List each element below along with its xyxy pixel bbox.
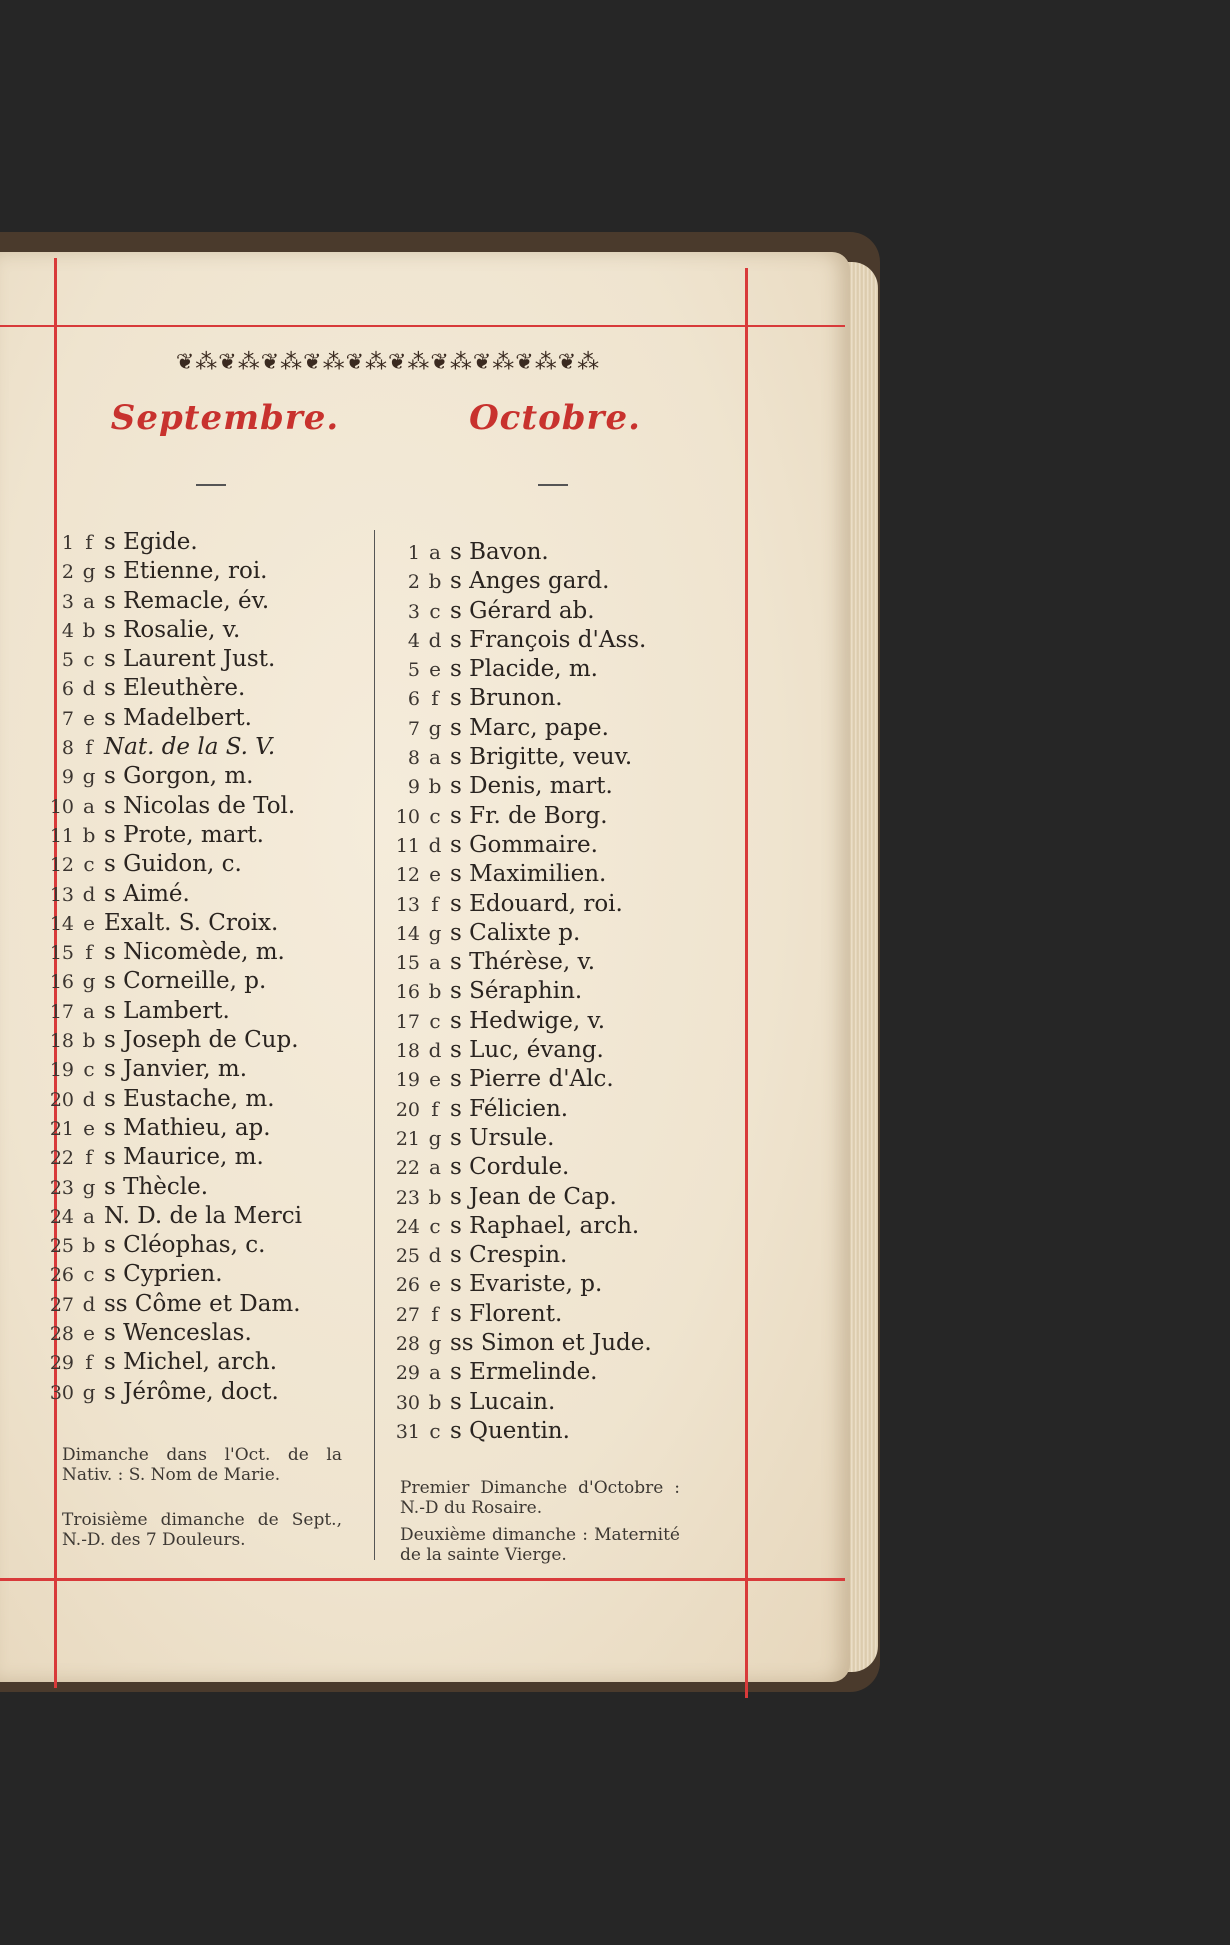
saint-name: s Anges gard. xyxy=(450,568,610,595)
september-row xyxy=(30,967,302,996)
day-number: 24 xyxy=(49,1205,74,1228)
dominical-letter: e xyxy=(429,1272,441,1297)
saint-name: s Quentin. xyxy=(450,1417,570,1444)
day-number: 23 xyxy=(395,1186,420,1209)
saint-name: s Fr. de Borg. xyxy=(450,802,608,829)
saint-name: s Corneille, p. xyxy=(104,968,267,995)
dominical-letter: c xyxy=(83,1262,95,1287)
dominical-letter: a xyxy=(429,1360,441,1385)
day-number: 26 xyxy=(395,1274,420,1297)
saint-name: s Maximilien. xyxy=(450,861,607,888)
saint-name: s Prote, mart. xyxy=(104,821,264,848)
dominical-letter: f xyxy=(85,1145,93,1170)
dominical-letter: c xyxy=(429,1418,441,1443)
dominical-letter: f xyxy=(85,940,93,965)
september-row xyxy=(30,1231,302,1260)
september-row xyxy=(30,909,302,938)
day-number: 14 xyxy=(395,922,420,945)
october-row xyxy=(376,831,652,860)
september-row xyxy=(30,1055,302,1084)
saint-name: s Séraphin. xyxy=(450,978,583,1005)
dominical-letter: b xyxy=(428,569,442,594)
dominical-letter: f xyxy=(431,1096,439,1121)
day-number: 12 xyxy=(49,854,74,877)
october-row xyxy=(376,626,652,655)
day-number: 30 xyxy=(49,1381,74,1404)
september-row xyxy=(30,938,302,967)
dominical-letter: a xyxy=(429,1155,441,1180)
september-saints-list xyxy=(30,528,302,1407)
september-row xyxy=(30,1319,302,1348)
october-row xyxy=(376,1183,652,1212)
day-number: 6 xyxy=(61,678,74,701)
day-number: 9 xyxy=(61,766,74,789)
day-number: 9 xyxy=(407,776,420,799)
september-row xyxy=(30,704,302,733)
day-number: 28 xyxy=(395,1333,420,1356)
saint-name: s Ursule. xyxy=(450,1124,555,1151)
dominical-letter: g xyxy=(82,559,96,584)
october-row xyxy=(376,684,652,713)
saint-name: s Maurice, m. xyxy=(104,1144,264,1171)
day-number: 15 xyxy=(49,942,74,965)
dominical-letter: a xyxy=(83,588,95,613)
day-number: 1 xyxy=(61,532,74,554)
october-row xyxy=(376,1153,652,1182)
saint-name: s Gérard ab. xyxy=(450,597,595,624)
dominical-letter: f xyxy=(85,530,93,554)
day-number: 8 xyxy=(61,737,74,760)
title-dash-left xyxy=(196,484,226,486)
october-row xyxy=(376,714,652,743)
saint-name: s Eleuthère. xyxy=(104,675,246,702)
saint-name: s Cordule. xyxy=(450,1154,570,1181)
saint-name: s Nicomède, m. xyxy=(104,939,285,966)
september-note-2: Troisième dimanche de Sept., N.-D. des 7 Douleurs. xyxy=(62,1510,342,1550)
day-number: 5 xyxy=(407,659,420,682)
day-number: 21 xyxy=(395,1127,420,1150)
september-row xyxy=(30,674,302,703)
october-row xyxy=(376,1388,652,1417)
september-row xyxy=(30,762,302,791)
day-number: 6 xyxy=(407,688,420,711)
october-row xyxy=(376,1065,652,1094)
october-note-1: Premier Dimanche d'Octobre : N.-D du Rosaire. xyxy=(400,1478,680,1518)
september-note-1: Dimanche dans l'Oct. de la Nativ. : S. Nom de Marie. xyxy=(62,1445,342,1485)
saint-name: s Jean de Cap. xyxy=(450,1183,617,1210)
day-number: 15 xyxy=(395,952,420,975)
dominical-letter: c xyxy=(83,647,95,672)
day-number: 20 xyxy=(49,1088,74,1111)
october-row xyxy=(376,1241,652,1270)
day-number: 25 xyxy=(395,1245,420,1268)
saint-name: s Cléophas, c. xyxy=(104,1232,266,1259)
dominical-letter: e xyxy=(429,1067,441,1092)
day-number: 29 xyxy=(49,1352,74,1375)
saint-name: s Crespin. xyxy=(450,1242,568,1269)
september-row xyxy=(30,1348,302,1377)
saint-name: ss Côme et Dam. xyxy=(104,1290,301,1317)
dominical-letter: a xyxy=(83,998,95,1023)
october-row xyxy=(376,567,652,596)
column-divider xyxy=(374,530,375,1560)
day-number: 24 xyxy=(395,1215,420,1238)
day-number: 16 xyxy=(49,971,74,994)
october-saints-list xyxy=(376,538,652,1446)
dominical-letter: d xyxy=(82,881,96,906)
dominical-letter: g xyxy=(82,969,96,994)
october-row xyxy=(376,1124,652,1153)
october-row xyxy=(376,655,652,684)
saint-name: Exalt. S. Croix. xyxy=(104,909,279,936)
day-number: 31 xyxy=(395,1420,420,1443)
day-number: 28 xyxy=(49,1323,74,1346)
month-title-september: Septembre. xyxy=(110,398,340,438)
october-row xyxy=(376,948,652,977)
day-number: 17 xyxy=(395,1010,420,1033)
october-row xyxy=(376,1417,652,1446)
september-row xyxy=(30,880,302,909)
september-row xyxy=(30,587,302,616)
saint-name: s François d'Ass. xyxy=(450,626,647,653)
dominical-letter: e xyxy=(83,1115,95,1140)
day-number: 22 xyxy=(395,1157,420,1180)
day-number: 8 xyxy=(407,747,420,770)
dominical-letter: b xyxy=(428,774,442,799)
dominical-letter: f xyxy=(431,1301,439,1326)
dominical-letter: e xyxy=(429,657,441,682)
dominical-letter: c xyxy=(429,598,441,623)
october-row xyxy=(376,1270,652,1299)
saint-name: s Eustache, m. xyxy=(104,1085,275,1112)
day-number: 10 xyxy=(49,795,74,818)
october-row xyxy=(376,1212,652,1241)
day-number: 17 xyxy=(49,1000,74,1023)
day-number: 11 xyxy=(395,834,420,857)
october-row xyxy=(376,890,652,919)
dominical-letter: c xyxy=(83,1057,95,1082)
dominical-letter: f xyxy=(431,891,439,916)
day-number: 19 xyxy=(395,1069,420,1092)
september-row xyxy=(30,821,302,850)
saint-name: s Florent. xyxy=(450,1300,563,1327)
september-row xyxy=(30,616,302,645)
dominical-letter: f xyxy=(431,686,439,711)
dominical-letter: b xyxy=(428,1389,442,1414)
september-row xyxy=(30,1202,302,1231)
saint-name: s Joseph de Cup. xyxy=(104,1027,299,1054)
dominical-letter: a xyxy=(429,745,441,770)
october-row xyxy=(376,597,652,626)
dominical-letter: g xyxy=(428,1125,442,1150)
september-row xyxy=(30,733,302,762)
september-row xyxy=(30,792,302,821)
dominical-letter: c xyxy=(429,1213,441,1238)
dominical-letter: c xyxy=(429,1008,441,1033)
day-number: 5 xyxy=(61,649,74,672)
saint-name: s Guidon, c. xyxy=(104,851,242,878)
frame-rule-right xyxy=(745,268,748,1698)
dominical-letter: g xyxy=(428,920,442,945)
day-number: 22 xyxy=(49,1147,74,1170)
dominical-letter: e xyxy=(429,862,441,887)
september-row xyxy=(30,1026,302,1055)
saint-name: s Thérèse, v. xyxy=(450,949,596,976)
day-number: 27 xyxy=(49,1293,74,1316)
day-number: 3 xyxy=(407,600,420,623)
day-number: 29 xyxy=(395,1362,420,1385)
dominical-letter: f xyxy=(85,1350,93,1375)
dominical-letter: a xyxy=(83,1203,95,1228)
day-number: 16 xyxy=(395,981,420,1004)
saint-name: s Laurent Just. xyxy=(104,646,276,673)
dominical-letter: b xyxy=(82,1233,96,1258)
dominical-letter: d xyxy=(428,1243,442,1268)
dominical-letter: b xyxy=(82,617,96,642)
october-row xyxy=(376,919,652,948)
day-number: 21 xyxy=(49,1117,74,1140)
saint-name: s Luc, évang. xyxy=(450,1037,604,1064)
saint-name: s Nicolas de Tol. xyxy=(104,792,296,819)
september-row xyxy=(30,528,302,557)
dominical-letter: a xyxy=(429,950,441,975)
day-number: 1 xyxy=(407,542,420,564)
dominical-letter: b xyxy=(82,822,96,847)
saint-name: s Edouard, roi. xyxy=(450,890,623,917)
saint-name: s Thècle. xyxy=(104,1173,209,1200)
day-number: 11 xyxy=(49,824,74,847)
saint-name: N. D. de la Merci xyxy=(104,1202,302,1229)
saint-name: s Etienne, roi. xyxy=(104,558,268,585)
october-row xyxy=(376,772,652,801)
saint-name: s Mathieu, ap. xyxy=(104,1114,271,1141)
saint-name: s Pierre d'Alc. xyxy=(450,1066,614,1093)
saint-name: s Hedwige, v. xyxy=(450,1007,606,1034)
saint-name: s Egide. xyxy=(104,529,198,555)
september-row xyxy=(30,1114,302,1143)
dominical-letter: c xyxy=(429,803,441,828)
day-number: 2 xyxy=(61,561,74,584)
saint-name: s Jérôme, doct. xyxy=(104,1378,279,1405)
september-row xyxy=(30,1290,302,1319)
day-number: 18 xyxy=(49,1030,74,1053)
day-number: 25 xyxy=(49,1235,74,1258)
saint-name: s Brunon. xyxy=(450,685,563,712)
october-note-2: Deuxième dimanche : Maternité de la sainte Vierge. xyxy=(400,1525,680,1565)
saint-name: s Lucain. xyxy=(450,1388,556,1415)
saint-name: ss Simon et Jude. xyxy=(450,1330,652,1357)
saint-name: s Lambert. xyxy=(104,997,230,1024)
day-number: 27 xyxy=(395,1303,420,1326)
september-row xyxy=(30,1260,302,1289)
dominical-letter: d xyxy=(82,1291,96,1316)
day-number: 13 xyxy=(49,883,74,906)
saint-name: s Aimé. xyxy=(104,880,190,907)
september-row xyxy=(30,1143,302,1172)
day-number: 4 xyxy=(61,619,74,642)
saint-name: Nat. de la S. V. xyxy=(104,734,276,761)
saint-name: s Raphael, arch. xyxy=(450,1212,640,1239)
october-row xyxy=(376,1095,652,1124)
dominical-letter: a xyxy=(83,793,95,818)
day-number: 30 xyxy=(395,1391,420,1414)
saint-name: s Madelbert. xyxy=(104,704,252,731)
day-number: 3 xyxy=(61,590,74,613)
month-title-october: Octobre. xyxy=(469,398,641,438)
saint-name: s Cyprien. xyxy=(104,1261,223,1288)
october-row xyxy=(376,802,652,831)
saint-name: s Denis, mart. xyxy=(450,773,613,800)
october-row xyxy=(376,1329,652,1358)
day-number: 14 xyxy=(49,912,74,935)
day-number: 4 xyxy=(407,629,420,652)
dominical-letter: g xyxy=(428,715,442,740)
day-number: 10 xyxy=(395,805,420,828)
dominical-letter: e xyxy=(83,705,95,730)
saint-name: s Brigitte, veuv. xyxy=(450,744,633,771)
dominical-letter: g xyxy=(82,1174,96,1199)
september-row xyxy=(30,1378,302,1407)
october-row xyxy=(376,743,652,772)
dominical-letter: e xyxy=(83,1321,95,1346)
september-row xyxy=(30,1173,302,1202)
october-row xyxy=(376,1358,652,1387)
saint-name: s Rosalie, v. xyxy=(104,616,241,643)
day-number: 7 xyxy=(61,707,74,730)
saint-name: s Marc, pape. xyxy=(450,714,609,741)
frame-rule-bottom xyxy=(0,1578,845,1581)
october-row xyxy=(376,1036,652,1065)
dominical-letter: e xyxy=(83,910,95,935)
saint-name: s Félicien. xyxy=(450,1095,569,1122)
day-number: 2 xyxy=(407,571,420,594)
dominical-letter: g xyxy=(82,1379,96,1404)
day-number: 7 xyxy=(407,717,420,740)
day-number: 23 xyxy=(49,1176,74,1199)
september-row xyxy=(30,850,302,879)
september-row xyxy=(30,645,302,674)
day-number: 18 xyxy=(395,1040,420,1063)
saint-name: s Bavon. xyxy=(450,539,549,565)
day-number: 26 xyxy=(49,1264,74,1287)
october-row xyxy=(376,977,652,1006)
dominical-letter: b xyxy=(428,1184,442,1209)
saint-name: s Remacle, év. xyxy=(104,587,270,614)
october-row xyxy=(376,538,652,567)
saint-name: s Calixte p. xyxy=(450,919,581,946)
day-number: 13 xyxy=(395,893,420,916)
dominical-letter: a xyxy=(429,540,441,564)
dominical-letter: d xyxy=(428,627,442,652)
september-row xyxy=(30,1085,302,1114)
saint-name: s Michel, arch. xyxy=(104,1349,278,1376)
october-row xyxy=(376,860,652,889)
saint-name: s Placide, m. xyxy=(450,656,598,683)
september-row xyxy=(30,557,302,586)
saint-name: s Gorgon, m. xyxy=(104,763,254,790)
dominical-letter: d xyxy=(82,1086,96,1111)
dominical-letter: d xyxy=(428,832,442,857)
day-number: 19 xyxy=(49,1059,74,1082)
dominical-letter: d xyxy=(82,676,96,701)
dominical-letter: g xyxy=(82,764,96,789)
title-dash-right xyxy=(538,484,568,486)
dominical-letter: b xyxy=(428,979,442,1004)
frame-rule-top xyxy=(0,325,845,327)
dominical-letter: c xyxy=(83,852,95,877)
saint-name: s Evariste, p. xyxy=(450,1271,603,1298)
october-row xyxy=(376,1007,652,1036)
dominical-letter: f xyxy=(85,735,93,760)
saint-name: s Janvier, m. xyxy=(104,1056,248,1083)
saint-name: s Ermelinde. xyxy=(450,1359,598,1386)
saint-name: s Wenceslas. xyxy=(104,1320,252,1347)
day-number: 20 xyxy=(395,1098,420,1121)
dominical-letter: g xyxy=(428,1331,442,1356)
dominical-letter: b xyxy=(82,1028,96,1053)
day-number: 12 xyxy=(395,864,420,887)
saint-name: s Gommaire. xyxy=(450,831,598,858)
september-row xyxy=(30,997,302,1026)
dominical-letter: d xyxy=(428,1038,442,1063)
october-row xyxy=(376,1300,652,1329)
ornament-band: ❦⁂❦⁂❦⁂❦⁂❦⁂❦⁂❦⁂❦⁂❦⁂❦⁂ xyxy=(175,350,601,375)
